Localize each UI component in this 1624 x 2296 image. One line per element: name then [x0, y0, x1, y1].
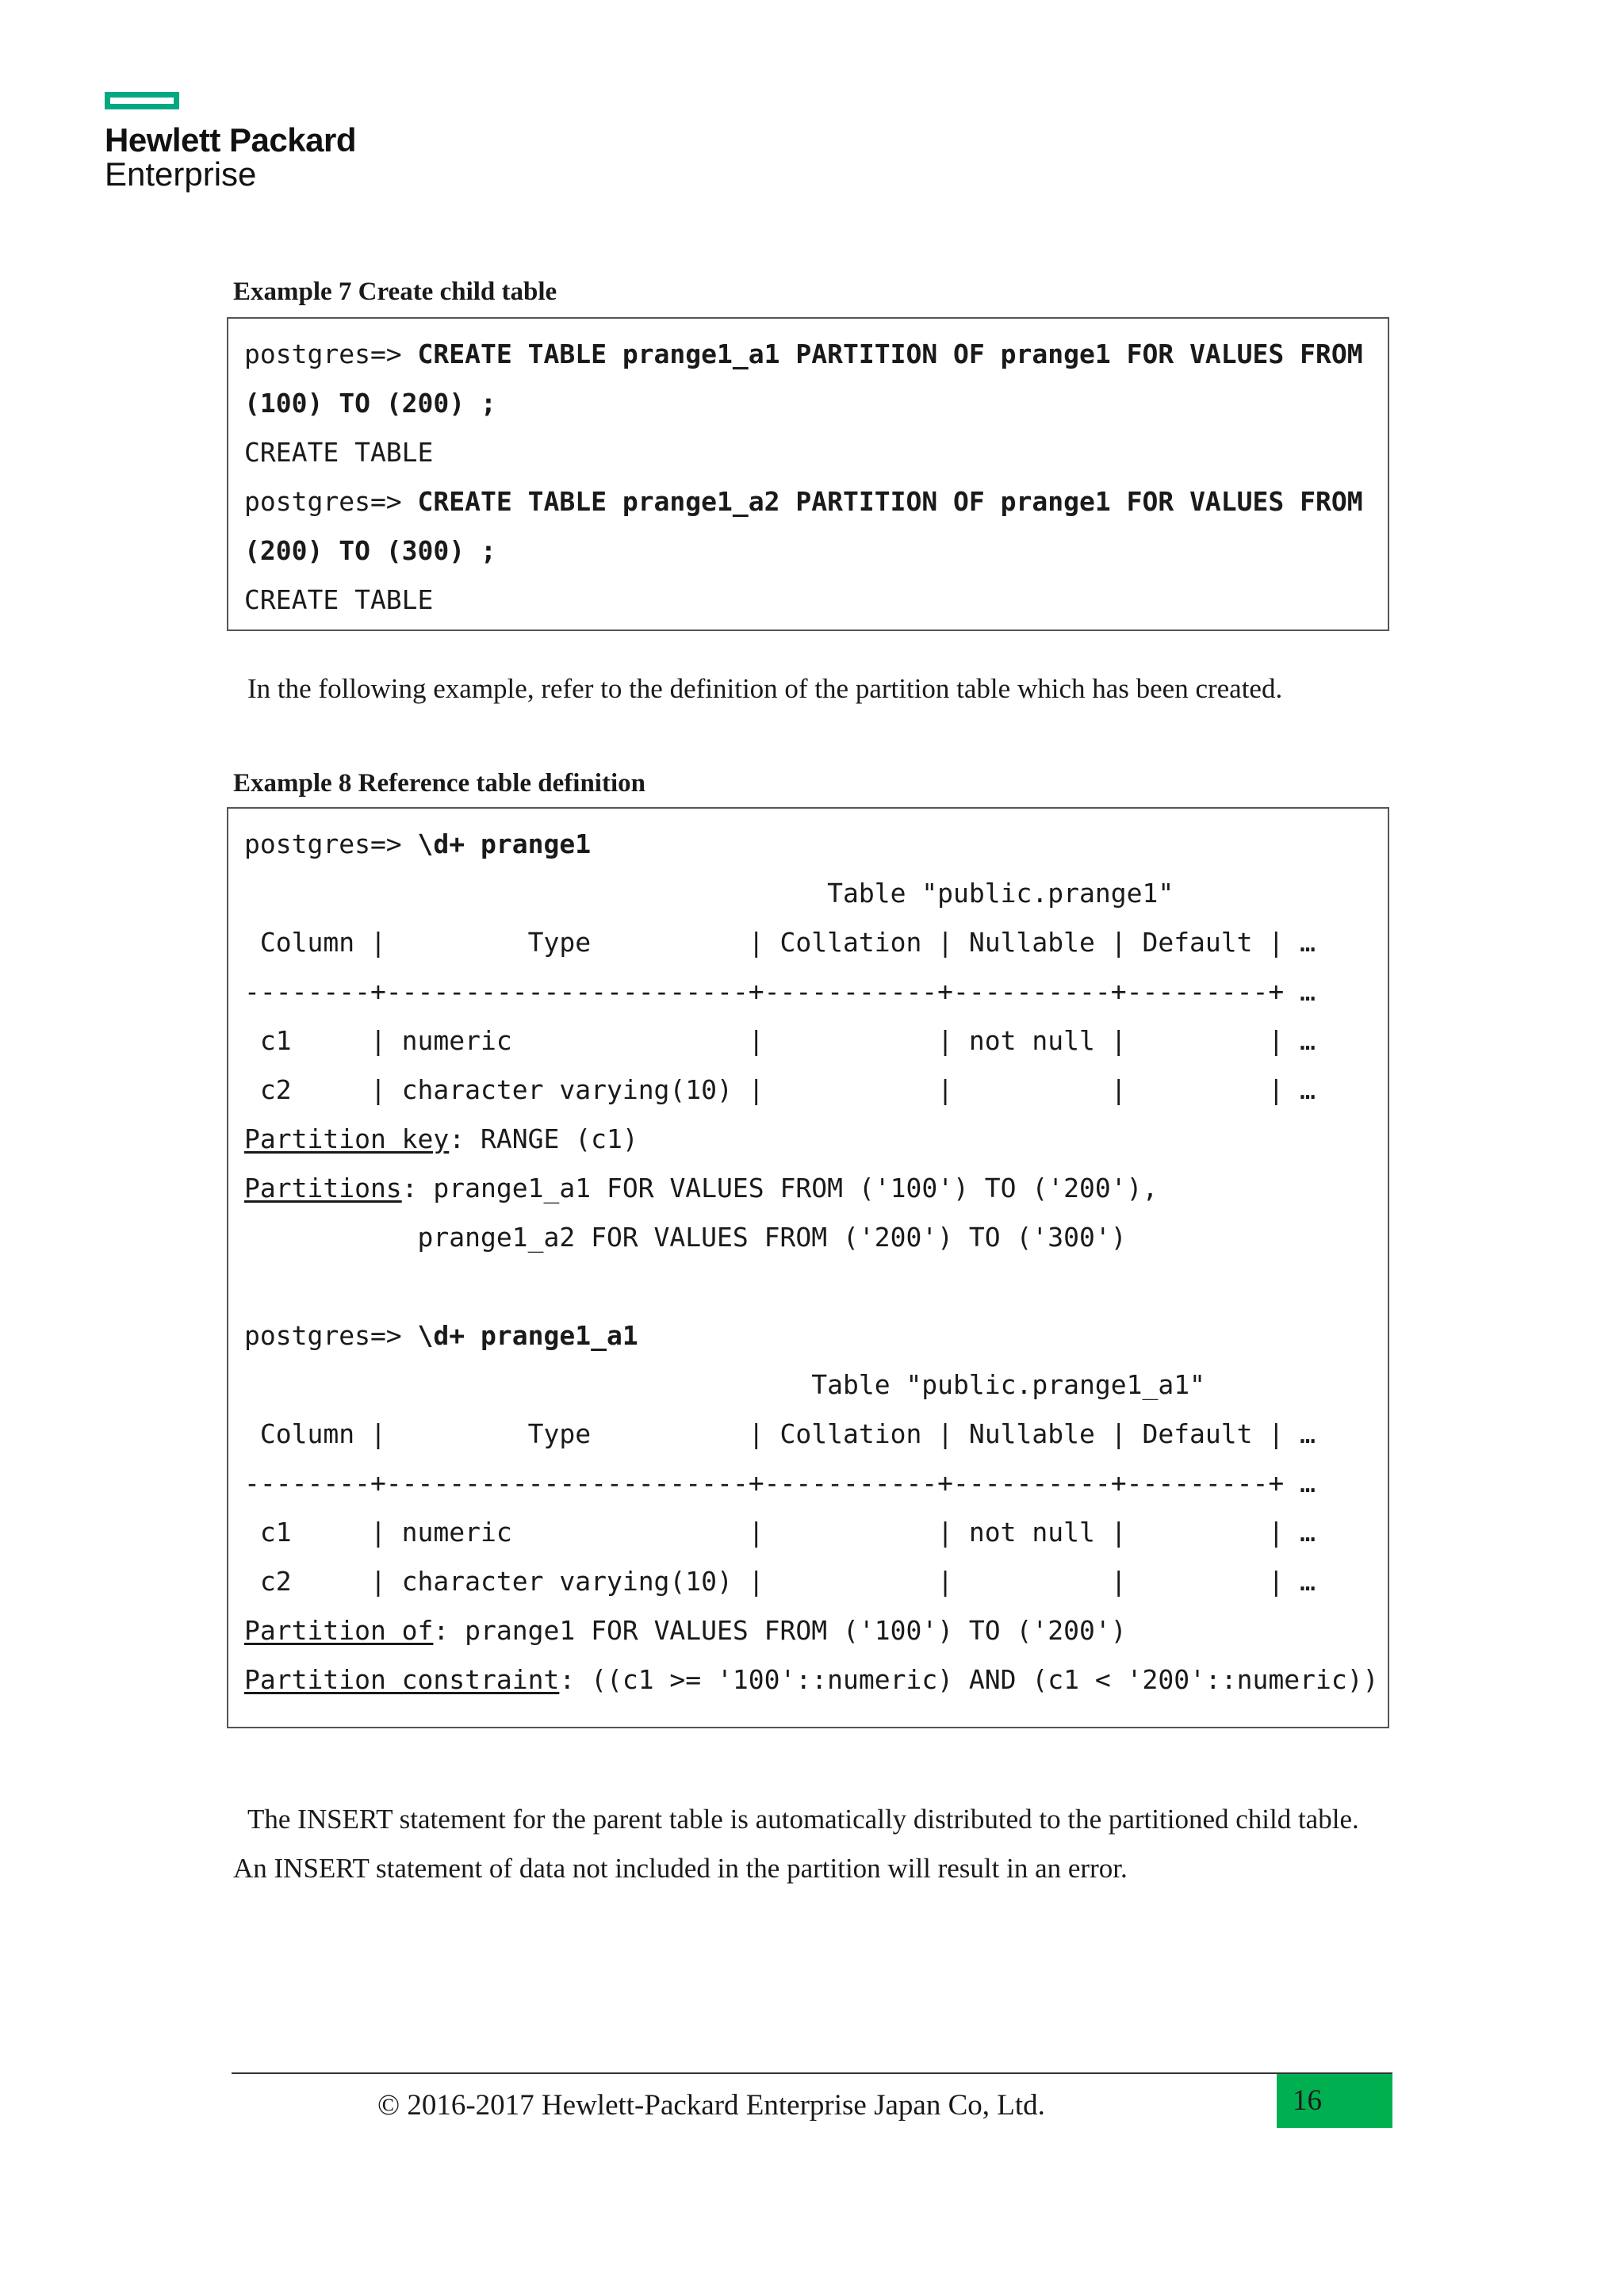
partition-constraint-line: Partition constraint: ((c1 >= '100'::numeric) AND (c1 < '200'::numeric)): [244, 1664, 1379, 1695]
hpe-logo: [105, 92, 356, 192]
blank-line: [244, 1262, 1372, 1311]
table-title: Table "public.prange1": [244, 878, 1174, 909]
table-separator: --------+-----------------------+-----------+----------+---------+ …: [244, 976, 1316, 1007]
table-row: c2 | character varying(10) | | | | …: [244, 1074, 1316, 1105]
code-line: postgres=> CREATE TABLE prange1_a2 PARTITION OF prange1 FOR VALUES FROM: [244, 486, 1363, 517]
footer-rule: [232, 2072, 1392, 2074]
code-line: postgres=> \d+ prange1_a1: [244, 1320, 638, 1351]
code-line: (200) TO (300) ;: [244, 535, 496, 566]
partition-key-line: Partition key: RANGE (c1): [244, 1123, 638, 1154]
footer-copyright: © 2016-2017 Hewlett-Packard Enterprise Japan Co, Ltd.: [377, 2089, 1045, 2122]
code-line: (100) TO (200) ;: [244, 388, 496, 419]
table-row: c1 | numeric | | not null | | …: [244, 1517, 1316, 1548]
example7-code-box: [227, 317, 1389, 631]
table-header: Column | Type | Collation | Nullable | Default | …: [244, 1418, 1316, 1449]
table-separator: --------+-----------------------+-----------+----------+---------+ …: [244, 1468, 1316, 1498]
table-header: Column | Type | Collation | Nullable | Default | …: [244, 927, 1316, 958]
intro-paragraph: In the following example, refer to the definition of the partition table which has been created.: [247, 673, 1283, 704]
example8-caption: Example 8 Reference table definition: [233, 769, 645, 798]
example7-caption: Example 7 Create child table: [233, 277, 557, 306]
logo-text-line2: Enterprise: [105, 155, 257, 193]
code-line: postgres=> \d+ prange1: [244, 828, 592, 859]
page-number: 16: [1277, 2074, 1392, 2128]
code-line: CREATE TABLE: [244, 437, 434, 468]
partitions-continuation: prange1_a2 FOR VALUES FROM ('200') TO ('300'): [244, 1222, 1127, 1253]
logo-text-line1: Hewlett Packard: [105, 121, 356, 159]
table-title: Table "public.prange1_a1": [244, 1369, 1205, 1400]
code-line: CREATE TABLE: [244, 584, 434, 615]
hpe-logo-mark-icon: [105, 92, 179, 109]
example8-code-box: [227, 807, 1389, 1728]
partition-of-line: Partition of: prange1 FOR VALUES FROM ('100') TO ('200'): [244, 1615, 1127, 1646]
table-row: c1 | numeric | | not null | | …: [244, 1025, 1316, 1056]
code-line: postgres=> CREATE TABLE prange1_a1 PARTITION OF prange1 FOR VALUES FROM: [244, 339, 1363, 369]
partitions-line: Partitions: prange1_a1 FOR VALUES FROM ('100') TO ('200'),: [244, 1173, 1159, 1203]
insert-paragraph-line1: The INSERT statement for the parent table is automatically distributed to the partitioned child table.: [247, 1804, 1359, 1835]
insert-paragraph-line2: An INSERT statement of data not included in the partition will result in an error.: [233, 1853, 1128, 1884]
table-row: c2 | character varying(10) | | | | …: [244, 1566, 1316, 1597]
